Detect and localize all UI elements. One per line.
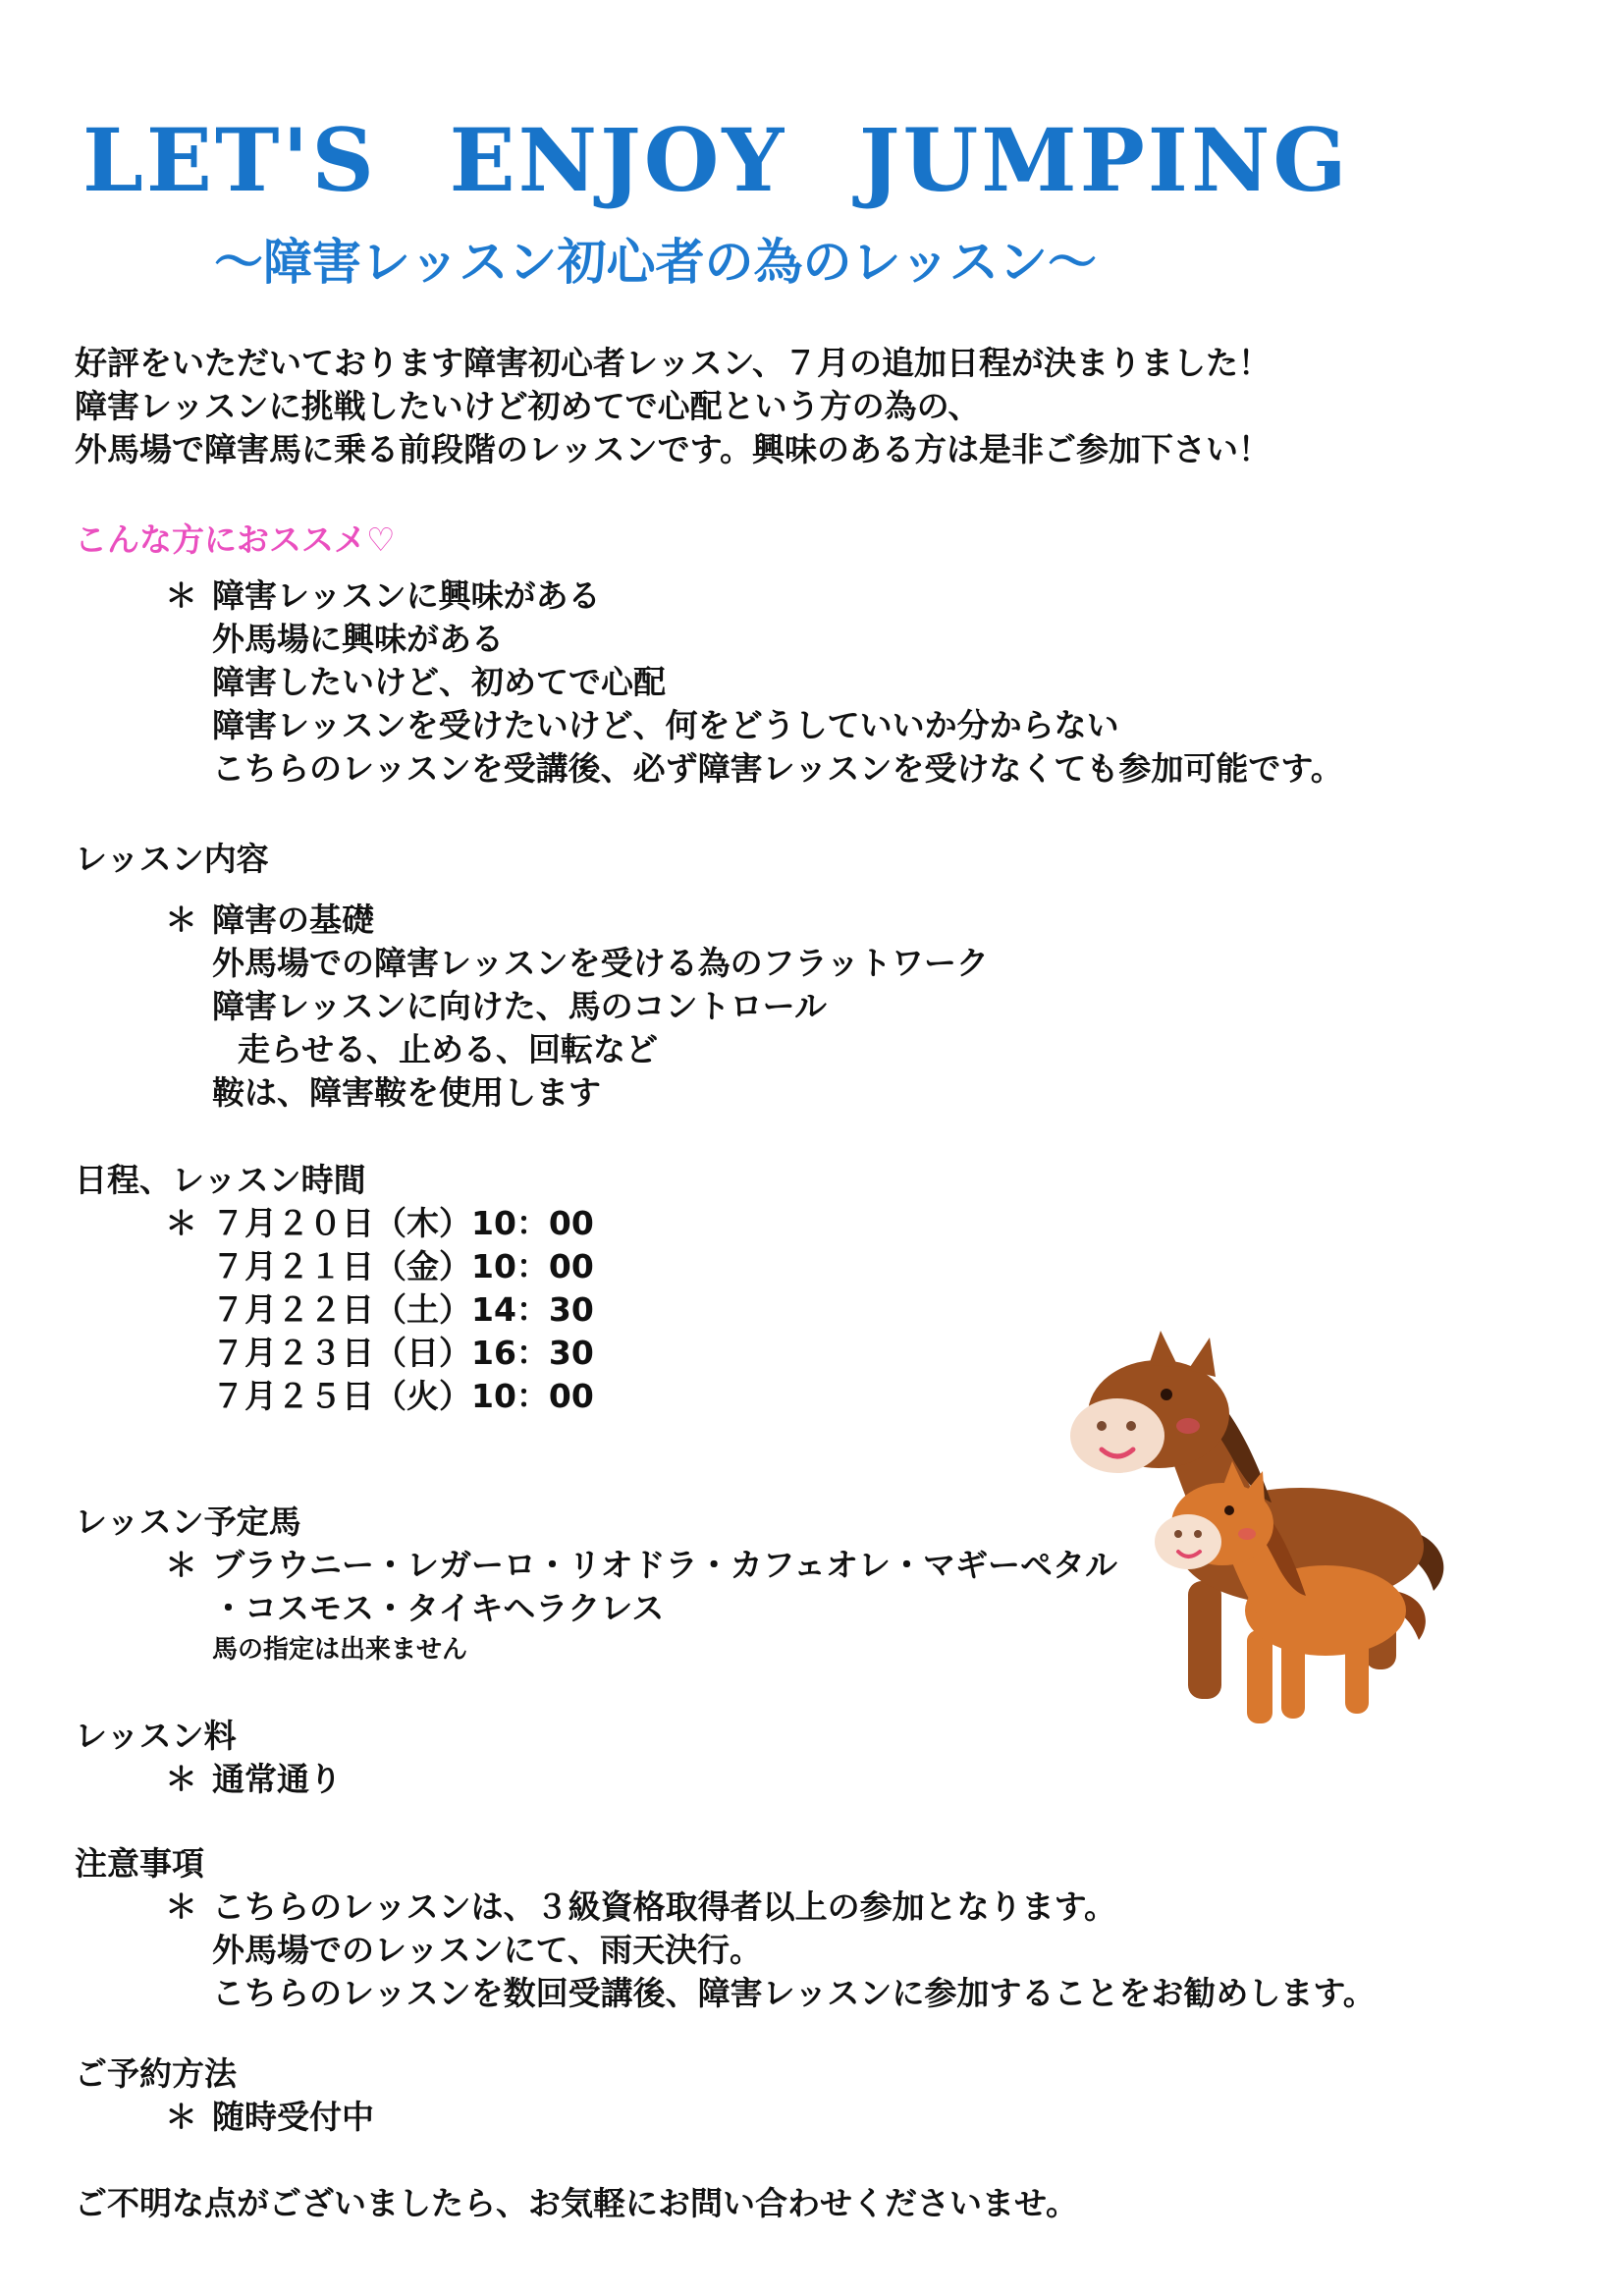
notes-section — [75, 1842, 1376, 2015]
bullet-star: ＊ — [165, 1760, 197, 1798]
list-item: 障害したいけど、初めてで心配 — [212, 663, 666, 701]
booking-heading: ご予約方法 — [75, 2054, 237, 2093]
schedule-item: ７月２０日（木）10：00 — [212, 1204, 594, 1242]
list-item: ・コスモス・タイキヘラクレス — [212, 1589, 665, 1627]
main-title: LET'S ENJOY JUMPING — [82, 109, 1350, 211]
content-heading: レッスン内容 — [75, 840, 269, 878]
list-item: こちらのレッスンは、３級資格取得者以上の参加となります。 — [212, 1887, 1117, 1926]
recommend-list — [165, 574, 1343, 791]
fee-heading: レッスン料 — [75, 1717, 237, 1755]
schedule-section — [75, 1159, 594, 1418]
schedule-item: ７月２３日（日）16：30 — [212, 1334, 594, 1372]
closing-text: ご不明な点がございましたら、お気軽にお問い合わせくださいませ。 — [75, 2184, 1079, 2222]
content-list — [165, 899, 989, 1115]
bullet-star: ＊ — [165, 2098, 197, 2136]
schedule-item: ７月２１日（金）10：00 — [212, 1247, 594, 1285]
list-item: 障害レッスンを受けたいけど、何をどうしていいか分からない — [212, 706, 1119, 744]
list-item: 障害レッスンに興味がある — [212, 576, 601, 615]
notes-heading: 注意事項 — [75, 1844, 204, 1883]
intro-line: 外馬場で障害馬に乗る前段階のレッスンです。興味のある方は是非ご参加下さい！ — [75, 430, 1272, 468]
fee-section — [75, 1715, 342, 1801]
list-item: 障害レッスンに向けた、馬のコントロール — [212, 987, 828, 1025]
schedule-heading: 日程、レッスン時間 — [75, 1161, 366, 1199]
bullet-star: ＊ — [165, 576, 197, 615]
list-item: 外馬場でのレッスンにて、雨天決行。 — [212, 1931, 763, 1969]
horses-illustration — [1041, 1316, 1473, 1748]
intro-line: 好評をいただいております障害初心者レッスン、７月の追加日程が決まりました！ — [75, 344, 1272, 382]
content-section — [75, 838, 989, 1115]
list-item: 外馬場での障害レッスンを受ける為のフラットワーク — [212, 944, 990, 982]
fee-list — [165, 1758, 342, 1801]
list-item: 鞍は、障害鞍を使用します — [212, 1073, 601, 1112]
horses-section — [75, 1501, 1117, 1669]
bullet-star: ＊ — [165, 1204, 197, 1242]
horses-note: 馬の指定は出来ません — [212, 1635, 468, 1665]
schedule-item: ７月２２日（土）14：30 — [212, 1290, 594, 1329]
bullet-star: ＊ — [165, 1546, 197, 1584]
horses-heading: レッスン予定馬 — [75, 1503, 301, 1541]
list-item: 外馬場に興味がある — [212, 620, 504, 658]
booking-list — [165, 2096, 374, 2139]
horses-list — [165, 1544, 1117, 1669]
notes-list — [165, 1886, 1376, 2015]
list-item: こちらのレッスンを数回受講後、障害レッスンに参加することをお勧めします。 — [212, 1974, 1376, 2012]
intro-line: 障害レッスンに挑戦したいけど初めてで心配という方の為の、 — [75, 387, 981, 425]
sub-title: ～障害レッスン初心者の為のレッスン～ — [214, 234, 1097, 291]
recommend-heading: こんな方におススメ♡ — [75, 520, 396, 559]
booking-section — [75, 2052, 374, 2139]
recommend-section — [75, 519, 1343, 791]
bullet-star: ＊ — [165, 1887, 197, 1926]
schedule-item: ７月２５日（火）10：00 — [212, 1377, 594, 1415]
bullet-star: ＊ — [165, 901, 197, 939]
list-item: ブラウニー・レガーロ・リオドラ・カフェオレ・マギーペタル — [212, 1546, 1118, 1584]
list-item: 通常通り — [212, 1760, 342, 1798]
schedule-list — [165, 1202, 594, 1418]
list-item: 走らせる、止める、回転など — [238, 1030, 659, 1068]
closing-section — [75, 2182, 1078, 2225]
list-item: 随時受付中 — [212, 2098, 374, 2136]
list-item: 障害の基礎 — [212, 901, 374, 939]
list-item: こちらのレッスンを受講後、必ず障害レッスンを受けなくても参加可能です。 — [212, 749, 1343, 788]
intro-paragraph — [75, 342, 1547, 471]
